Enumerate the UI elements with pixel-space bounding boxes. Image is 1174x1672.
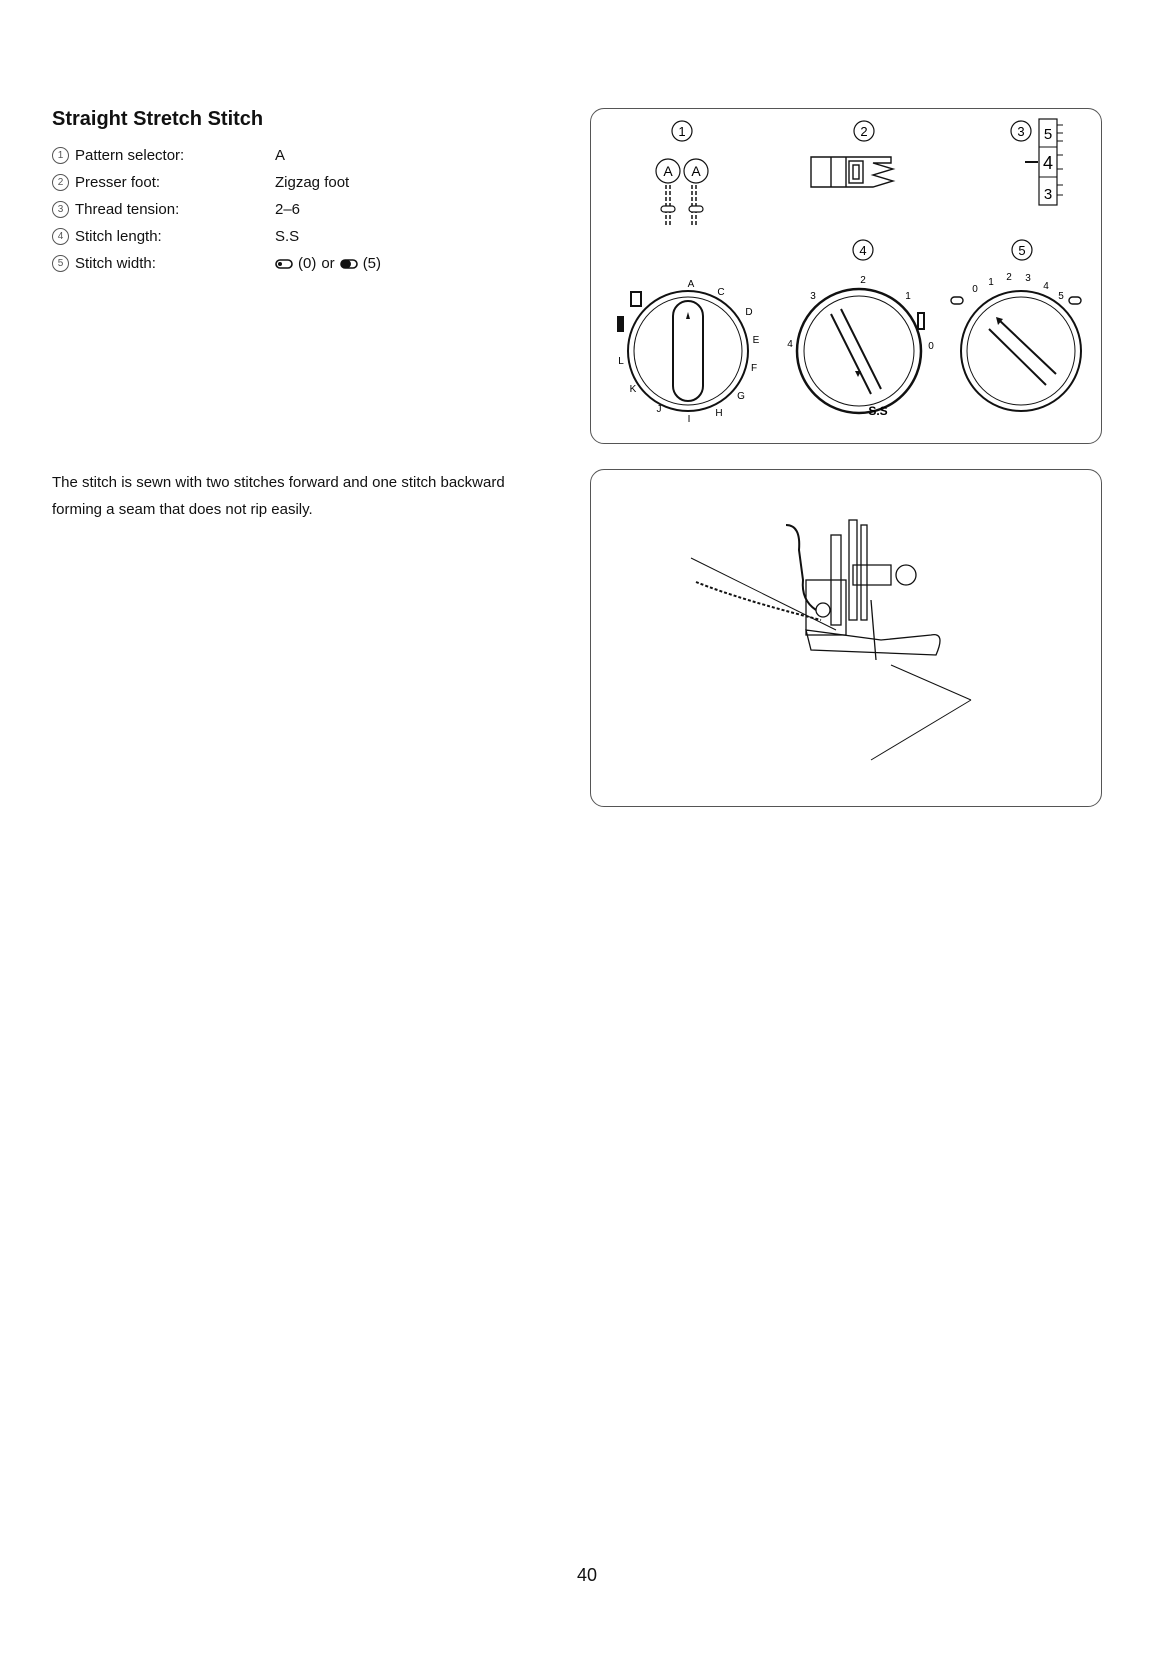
setting-value: [275, 250, 381, 277]
callout-2: [854, 121, 874, 141]
buttonhole-icon: [617, 316, 624, 332]
length-mark-4: 4: [787, 339, 793, 350]
dial-letter: K: [629, 384, 637, 395]
dial-letter: A: [687, 279, 695, 290]
setting-stitch-width: [52, 250, 472, 277]
callout-number: 1: [52, 147, 69, 164]
width-value-right: (5): [362, 255, 382, 272]
stitch-description: The stitch is sewn with two stitches forward and one stitch backward forming a seam that does not rip easily.: [52, 474, 505, 518]
settings-list: [52, 142, 472, 277]
width-value-left: (0): [298, 255, 317, 272]
settings-illustration: [591, 109, 1101, 443]
settings-illustration-panel: [590, 108, 1102, 444]
tension-mark-3: 3: [1043, 186, 1053, 203]
stitch-width-dial: [951, 272, 1081, 411]
dial-letter: I: [687, 414, 691, 425]
setting-stitch-length: [52, 223, 472, 250]
callout-4-label: 4: [859, 243, 867, 258]
left-needle-position-icon: [275, 259, 293, 269]
setting-value: A: [275, 147, 286, 164]
length-mark-3: 3: [810, 291, 816, 302]
right-needle-icon: [1069, 297, 1081, 304]
width-mark-5: 5: [1058, 291, 1064, 302]
page-number: 40: [576, 1565, 598, 1585]
setting-label: Pattern selector:: [75, 147, 185, 164]
sewing-illustration-panel: [590, 469, 1102, 807]
page-title: Straight Stretch Stitch: [52, 108, 264, 130]
width-mark-1: 1: [988, 277, 994, 288]
reverse-icon: [918, 313, 924, 329]
zigzag-foot-icon: [811, 157, 893, 187]
setting-value: 2–6: [275, 201, 301, 218]
setting-label: Presser foot:: [75, 174, 161, 191]
callout-5-label: 5: [1018, 243, 1026, 258]
dial-letter: E: [752, 335, 760, 346]
dial-letter: L: [618, 356, 624, 367]
width-mark-3: 3: [1025, 273, 1031, 284]
dial-letter: D: [745, 307, 753, 318]
reset-icon: [631, 292, 641, 306]
callout-5: [1012, 240, 1032, 260]
right-needle-position-icon: [340, 259, 358, 269]
dial-letter: C: [717, 287, 725, 298]
presser-foot-sewing-illustration: [591, 470, 1101, 806]
callout-3-label: 3: [1017, 124, 1025, 139]
length-mark-1: 1: [905, 291, 911, 302]
callout-4: [853, 240, 873, 260]
width-mark-0: 0: [972, 284, 978, 295]
pattern-selector-dial: [617, 279, 760, 425]
width-mark-2: 2: [1006, 272, 1012, 283]
pattern-letter: A: [663, 163, 673, 179]
callout-1: [672, 121, 692, 141]
dial-letter: F: [750, 363, 758, 374]
stitch-length-dial: [787, 275, 934, 418]
width-mark-4: 4: [1043, 281, 1049, 292]
setting-value: Zigzag foot: [275, 174, 350, 191]
callout-2-label: 2: [860, 124, 868, 139]
dial-letter: J: [656, 404, 662, 415]
dial-letter: H: [715, 408, 723, 419]
callout-1-label: 1: [678, 124, 686, 139]
setting-presser-foot: [52, 169, 472, 196]
callout-3: [1011, 121, 1031, 141]
setting-label: Stitch width:: [75, 255, 156, 272]
tension-mark-5: 5: [1043, 126, 1053, 143]
dial-letter: G: [737, 391, 745, 402]
pattern-a-marker-left: [656, 159, 680, 227]
callout-number: 4: [52, 228, 69, 245]
pattern-a-marker-right: [684, 159, 708, 227]
callout-number: 2: [52, 174, 69, 191]
setting-label: Stitch length:: [75, 228, 162, 245]
left-needle-icon: [951, 297, 963, 304]
setting-pattern-selector: [52, 142, 472, 169]
setting-thread-tension: [52, 196, 472, 223]
length-mark-ss: S.S: [868, 404, 888, 418]
tension-mark-4: 4: [1042, 153, 1054, 173]
pattern-letter: A: [691, 163, 701, 179]
callout-number: 5: [52, 255, 69, 272]
callout-number: 3: [52, 201, 69, 218]
setting-label: Thread tension:: [75, 201, 180, 218]
setting-value: S.S: [275, 228, 300, 245]
width-value-or: or: [321, 255, 335, 272]
length-mark-2: 2: [860, 275, 866, 286]
length-mark-0: 0: [928, 341, 934, 352]
